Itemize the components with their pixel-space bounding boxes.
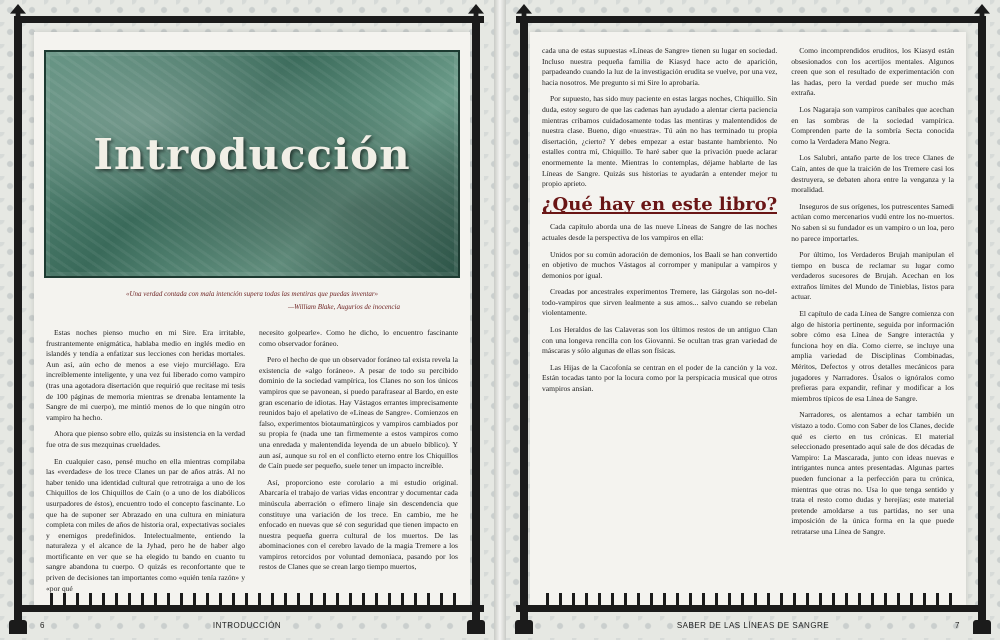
paragraph: El capítulo de cada Línea de Sangre comienza con algo de historia pertinente, seguida por información sobre cómo esa Línea de Sangre interactúa y funciona hoy en día. Como cierre, se incluye una amplia variedad de Disciplinas Combinadas, Méritos, Defectos y otros detalles mecánicos para jugadores y Narradores. Úsalos o ignóralos como prefieras para expandir, refinar y modificar a los miembros típicos de esa Línea de Sangre. xyxy=(791,309,954,403)
left-column-2 xyxy=(259,328,458,612)
gate-rail-bottom xyxy=(14,605,484,612)
left-page xyxy=(0,0,494,640)
gate-rail-bottom xyxy=(516,605,986,612)
paragraph: Narradores, os alentamos a echar también un vistazo a todo. Como con Saber de los Clanes, decide qué es cierto en tus crónicas. El material seleccionado presentado aquí sale de dos décadas de Vampiro: La Mascarada, junto con ideas nuevas e intrigantes nunca antes presentadas. Algunas partes pueden funcionar a la perfección para tu crónica, mientras que otras no. Usa lo que tenga sentido y trata el resto como dudas y herejías; este material pretende amoldarse a tus partidas, no ser una imposición de la única forma en la que puede retratarse una Línea de Sangre. xyxy=(791,410,954,536)
paragraph: En cualquier caso, pensé mucho en ella mientras compilaba las «verdades» de los trece Clanes un par de años atrás. Al no haber tenido una identidad cultural que retrotraiga a uno de los Chiquillos de los Chiquillos de Caín (o a uno de los diabólicos usurpadores de éstos), encuentro todo el concepto fascinante. Lo que ha de suponer ser Abrazado en una cultura en miniatura completa con miles de años de historia oral, expectativas sociales y enemigos predefinidos. Intelectualmente, entiendo la naturaleza y el alcance de la Jyhad, pero he de haber algo mortificante en ver que se ha elegido tu bando en cuanto tu sangre abandona tu cuerpo. O quizás es reconfortante que te priven de decisiones tan importantes como «quién tenía razón» y «por qué xyxy=(46,456,245,593)
right-page-content xyxy=(530,32,966,606)
paragraph: Por último, los Verdaderos Brujah manipulan el tiempo en busca de reclamar su lugar como verdaderos sucesores de Brujah. Acechan en los extraños límites del Mundo de Tinieblas, listos para actuar. xyxy=(791,250,954,302)
paragraph: Pero el hecho de que un observador foráneo tal exista revela la existencia de «algo foráneo». A pesar de todo su percibido dominio de la sociedad vampírica, los Clanes no son los únicos vampiros que se pavonean, si puedo parafrasear al Bardo, en este gran escenario de idiotas. Hay Vástagos errantes imprecisamente reunidos bajo el apelativo de «Líneas de Sangre». Comienzos en falso, experimentos biotaumatúrgicos y vampiros cambiados por su propia fe (nada une tan firmemente a estos vampiros como una enredada y malentendida leyenda de un abuelo bíblico). Y aun así, aunque su rol en el conflicto eterno entre los Chiquillos de Caín puede ser pequeño, suele tener un impacto increíble. xyxy=(259,355,458,471)
page-number: 7 xyxy=(955,621,960,630)
page-title: Introducción xyxy=(93,130,411,179)
page-number: 6 xyxy=(40,621,45,630)
epigraph-attribution: —William Blake, Augurios de inocencia xyxy=(287,303,400,311)
left-page-content xyxy=(34,32,470,606)
paragraph: necesito golpearle». Como he dicho, lo encuentro fascinante como observador foráneo. xyxy=(259,328,458,348)
left-text-columns xyxy=(46,328,458,612)
paragraph: Ahora que pienso sobre ello, quizás su insistencia en la verdad fue otra de sus mezquinas crueldades. xyxy=(46,429,245,449)
epigraph xyxy=(74,288,430,314)
gate-post xyxy=(14,16,22,624)
gate-rail-top xyxy=(14,16,484,23)
left-column-1 xyxy=(46,328,245,612)
paragraph: Las Hijas de la Cacofonía se centran en el poder de la canción y la voz. Están tocadas tanto por la locura como por la perspicacia musical que otros vampiros ansían. xyxy=(542,362,778,394)
gate-spikes xyxy=(40,593,464,605)
gate-spikes xyxy=(536,593,960,605)
paragraph: Los Nagaraja son vampiros caníbales que acechan en las sombras de la sociedad vampírica. Comprenden parte de la sombría Secta conocida como la Verdadera Mano Negra. xyxy=(791,104,954,146)
gate-post xyxy=(520,16,528,624)
gate-post xyxy=(978,16,986,624)
paragraph: Como incomprendidos eruditos, los Kiasyd están obsesionados con los acertijos mentales. Algunos creen que son el resultado de experimentación con las hadas, pero la verdad puede ser mucho más extraña. xyxy=(791,46,954,98)
right-column-2 xyxy=(791,46,954,594)
paragraph: Inseguros de sus orígenes, los putrescentes Samedi actúan como mercenarios vudú entre los no-muertos. No saben si su fundador es un vampiro o un loa, pero no parece importarles. xyxy=(791,201,954,243)
gate-rail-top xyxy=(516,16,986,23)
paragraph: Los Salubri, antaño parte de los trece Clanes de Caín, antes de que la traición de los Tremere casi los destruyera, se debaten ahora entre la venganza y la moralidad. xyxy=(791,153,954,195)
paragraph: Estas noches pienso mucho en mi Sire. Era irritable, frustrantemente enigmática, hablaba medio en inglés medio en islandés y tendía a enfatizar sus lecciones con heridas mortales. Aun así, aún echo de menos a ese viejo murciélago. Era increíblemente inteligente, y una vez fui liberado como vampiro (tras una agotadora disertación que requirió que recitase mi tesis de 100 páginas de memoria mientras se drenaba lentamente la Sangre de mi cuerpo), me mintió menos de lo que ningún otro vampiro ha hecho. xyxy=(46,328,245,422)
epigraph-quote: «Una verdad contada con mala intención supera todas las mentiras que puedas inventar» xyxy=(125,290,379,298)
right-column-1 xyxy=(542,46,777,594)
right-text-columns xyxy=(542,46,954,594)
paragraph: Unidos por su común adoración de demonios, los Baali se han convertido en objetivo de muchos Vástagos al corromper y manipular a vampiros y demonios por igual. xyxy=(542,249,778,280)
paragraph: Así, proporciono este corolario a mi estudio original. Abarcaría el trabajo de varias vidas encontrar y documentar cada minúscula aberración o efímero linaje sin descendencia que constituye una variación de los trece. En cambio, me he enfocado en nuevas que sé con seguridad que tienen impacto en nuestra pequeña guerra cultural de los muertos. De las abominaciones con el cerebro lavado de la magia Tremere a los vampiros retorcidos por voluntad demoníaca, pasando por los restos de Clanes que se crean largo tiempo muertos, xyxy=(259,477,458,572)
paragraph: cada una de estas supuestas «Líneas de Sangre» tienen su lugar en sociedad. Incluso nuestra pequeña familia de Kiasyd hace acto de aparición, parpadeando cuando la luz de la investigación erudita se vuelve, por una vez, hacia nosotros. Me pregunto si mi Sire lo aprobaría. xyxy=(542,46,778,87)
title-banner xyxy=(44,50,460,278)
running-footer: SABER DE LAS LÍNEAS DE SANGRE xyxy=(676,621,830,630)
paragraph: Los Heraldos de las Calaveras son los últimos restos de un antiguo Clan con una longeva rencilla con los Giovanni. Se ocultan tras gran variedad de máscaras y sólo algunas de ellas son físicas. xyxy=(542,325,778,356)
section-title: ¿Qué hay en este libro? xyxy=(542,193,778,215)
paragraph: Por supuesto, has sido muy paciente en estas largas noches, Chiquillo. Sin duda, estoy seguro de que las cadenas han ayudado a alentar cierta paciencia mientras cribamos cuidadosamente todas las mentiras y malentendidos de nuestra clase. Bueno, digo «nuestra». Tú aún no has terminado tu propia disertación, ¿cierto? Y debes empezar a estar bastante hambriento. No estalles contra mí, Chiquillo. Te haré saber que la privación puede aclarar enormemente la mente. Mientras lo contemplas, déjame hablarte de las Líneas de Sangre. Quizás sus historias te ayudarán a entender mejor tu propio aprieto. xyxy=(542,94,778,189)
paragraph: Cada capítulo aborda una de las nueve Líneas de Sangre de las noches actuales desde la perspectiva de los vampiros en ella: xyxy=(542,222,778,242)
book-gutter xyxy=(494,0,506,640)
paragraph: Creadas por ancestrales experimentos Tremere, las Gárgolas son no-del-todo-vampiros que sirven lealmente a sus amos... salvo cuando se rebelan violentamente. xyxy=(542,287,778,318)
right-page xyxy=(506,0,1000,640)
gate-post xyxy=(472,16,480,624)
running-footer: INTRODUCCIÓN xyxy=(212,621,282,630)
